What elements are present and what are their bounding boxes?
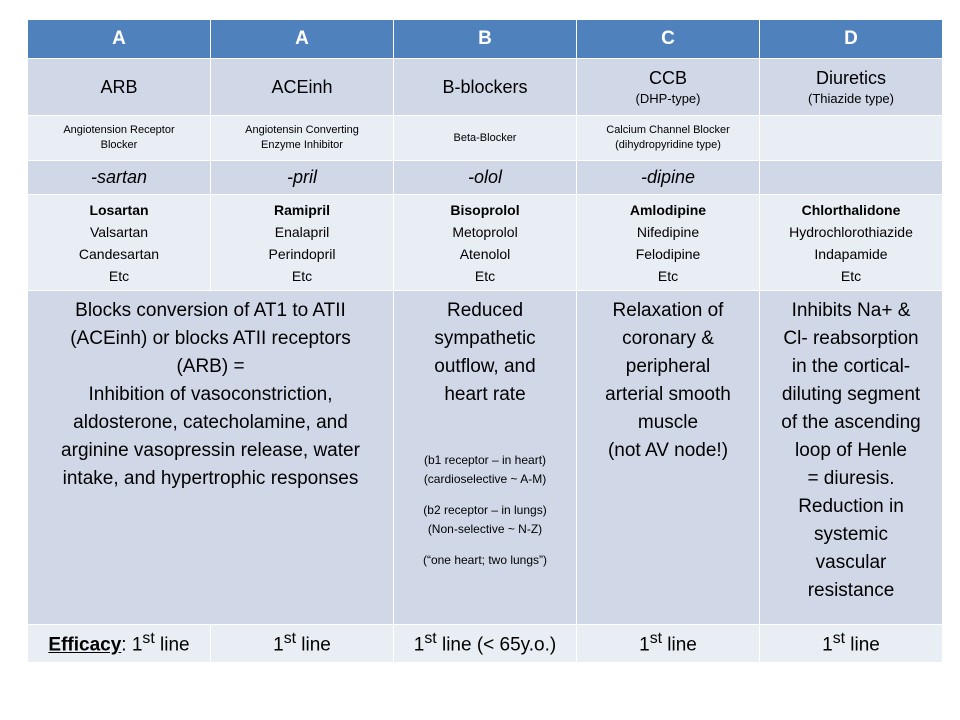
mechanism-cell-ab <box>28 291 394 625</box>
mechanism-line: arterial smooth <box>605 384 731 405</box>
class-cell-aceinh <box>211 59 394 116</box>
receptor-note: (b2 receptor – in lungs) <box>423 503 547 517</box>
efficacy-cell-4 <box>577 625 760 663</box>
class-subtype: (DHP-type) <box>635 91 701 106</box>
mechanism-line: aldosterone, catecholamine, and <box>73 412 348 433</box>
mechanism-line: vascular <box>815 552 887 573</box>
mechanism-line: resistance <box>807 580 895 601</box>
receptor-note: (b1 receptor – in heart) <box>423 453 547 467</box>
full-name-cell-4 <box>577 116 760 161</box>
suffix-cell-3: -olol <box>394 161 577 195</box>
drugs-cell-4 <box>577 195 760 291</box>
suffix-cell-4: -dipine <box>577 161 760 195</box>
drug-name: Ramipril <box>273 201 330 218</box>
full-name-row <box>28 116 943 161</box>
header-cell-2: A <box>211 20 394 59</box>
header-cell-3: B <box>394 20 577 59</box>
mechanism-cell-b <box>394 291 577 625</box>
class-name: ACEinh <box>271 77 333 97</box>
drug-class-table <box>27 19 943 663</box>
drug-name: Metoprolol <box>452 223 518 240</box>
efficacy-num: 1 <box>639 634 650 656</box>
full-name-cell-3 <box>394 116 577 161</box>
suffix-row <box>28 161 943 195</box>
drug-name: Felodipine <box>635 245 701 262</box>
drug-name: Perindopril <box>268 245 336 262</box>
drug-name: Candesartan <box>78 245 160 262</box>
mechanism-line: of the ascending <box>781 412 921 433</box>
drug-name: Etc <box>657 267 679 284</box>
efficacy-sup: st <box>424 630 437 648</box>
mechanism-line: in the cortical- <box>791 356 911 377</box>
full-name-line: Angiotension Receptor <box>63 124 175 136</box>
mechanism-line: diluting segment <box>781 384 921 405</box>
drug-name: Nifedipine <box>636 223 700 240</box>
efficacy-sup: st <box>832 630 846 648</box>
drug-name: Etc <box>474 267 496 284</box>
mechanism-line: Cl- reabsorption <box>783 328 919 349</box>
class-cell-diuretics <box>760 59 943 116</box>
full-name-line: (dihydropyridine type) <box>615 139 721 151</box>
drugs-row <box>28 195 943 291</box>
efficacy-sup: st <box>283 630 297 648</box>
efficacy-rest: line <box>662 634 697 656</box>
full-name-cell-5 <box>760 116 943 161</box>
drug-name: Amlodipine <box>629 201 707 218</box>
efficacy-cell-5 <box>760 625 943 663</box>
drug-name: Chlorthalidone <box>801 201 901 218</box>
efficacy-num: 1 <box>413 634 425 656</box>
mechanism-line: peripheral <box>625 356 711 377</box>
header-cell-4: C <box>577 20 760 59</box>
mechanism-line: Relaxation of <box>612 300 724 321</box>
drugs-cell-3 <box>394 195 577 291</box>
efficacy-rest: line (< 65y.o.) <box>436 634 557 656</box>
efficacy-cell-3 <box>394 625 577 663</box>
mechanism-line: Inhibition of vasoconstriction, <box>88 384 333 405</box>
receptor-note: (Non-selective ~ N-Z) <box>427 522 543 536</box>
full-name-line: Beta-Blocker <box>453 131 517 144</box>
header-cell-1: A <box>28 20 211 59</box>
full-name-line: Enzyme Inhibitor <box>261 139 343 151</box>
mechanism-line: Inhibits Na+ & <box>791 300 911 321</box>
full-name-cell-2 <box>211 116 394 161</box>
efficacy-sep: : <box>121 634 132 656</box>
mechanism-line: intake, and hypertrophic responses <box>62 468 359 489</box>
mechanism-line: Reduced <box>446 300 524 321</box>
class-subtype: (Thiazide type) <box>808 91 894 106</box>
full-name-line: Blocker <box>100 139 138 151</box>
efficacy-num: 1 <box>273 634 284 656</box>
efficacy-rest: line <box>296 634 331 656</box>
receptor-note: (“one heart; two lungs”) <box>422 553 548 567</box>
drug-name: Losartan <box>89 201 149 218</box>
mechanism-line: Blocks conversion of AT1 to ATII <box>75 300 346 321</box>
efficacy-num: 1 <box>822 634 833 656</box>
efficacy-cell-2 <box>211 625 394 663</box>
mechanism-line: muscle <box>637 412 699 433</box>
mechanism-line: sympathetic <box>434 328 536 349</box>
drug-name: Hydrochlorothiazide <box>789 223 913 240</box>
drug-name: Etc <box>108 267 130 284</box>
class-cell-ccb <box>577 59 760 116</box>
drug-name: Etc <box>840 267 862 284</box>
mechanism-cell-c <box>577 291 760 625</box>
suffix-cell-1: -sartan <box>28 161 211 195</box>
class-name: ARB <box>100 77 138 97</box>
class-cell-bblockers <box>394 59 577 116</box>
mechanism-line: (ACEinh) or blocks ATII receptors <box>70 328 351 349</box>
header-cell-5: D <box>760 20 943 59</box>
drugs-cell-5 <box>760 195 943 291</box>
mechanism-line: loop of Henle <box>795 440 907 461</box>
class-row <box>28 59 943 116</box>
class-name: B-blockers <box>442 77 528 97</box>
mechanism-line: (ARB) = <box>176 356 245 377</box>
mechanism-line: heart rate <box>444 384 526 405</box>
drug-name: Indapamide <box>814 245 888 262</box>
efficacy-rest: line <box>845 634 880 656</box>
mechanism-row <box>28 291 943 625</box>
mechanism-line: = diuresis. <box>807 468 895 489</box>
class-name: CCB <box>648 68 687 88</box>
efficacy-sup: st <box>142 630 155 648</box>
efficacy-label: Efficacy <box>48 634 122 656</box>
mechanism-cell-d <box>760 291 943 625</box>
drug-name: Bisoprolol <box>450 201 520 218</box>
drug-name: Atenolol <box>459 245 511 262</box>
receptor-note: (cardioselective ~ A-M) <box>423 472 547 486</box>
full-name-line: Calcium Channel Blocker <box>606 124 730 136</box>
efficacy-sup: st <box>649 630 663 648</box>
drugs-cell-1 <box>28 195 211 291</box>
suffix-cell-5 <box>760 161 943 195</box>
class-name: Diuretics <box>815 68 886 88</box>
mechanism-line: coronary & <box>622 328 714 349</box>
efficacy-rest: line <box>154 634 190 656</box>
efficacy-cell-1 <box>28 625 211 663</box>
full-name-line: Angiotensin Converting <box>245 124 359 136</box>
header-row <box>28 20 943 59</box>
drug-name: Valsartan <box>89 223 149 240</box>
mechanism-line: (not AV node!) <box>607 440 729 461</box>
class-cell-arb <box>28 59 211 116</box>
efficacy-num: 1 <box>131 634 143 656</box>
efficacy-row <box>28 625 943 663</box>
mechanism-line: outflow, and <box>434 356 536 377</box>
mechanism-line: arginine vasopressin release, water <box>61 440 360 461</box>
suffix-cell-2: -pril <box>211 161 394 195</box>
drug-name: Enalapril <box>274 223 330 240</box>
mechanism-line: systemic <box>814 524 888 545</box>
drugs-cell-2 <box>211 195 394 291</box>
mechanism-line: Reduction in <box>798 496 904 517</box>
drug-name: Etc <box>291 267 313 284</box>
full-name-cell-1 <box>28 116 211 161</box>
